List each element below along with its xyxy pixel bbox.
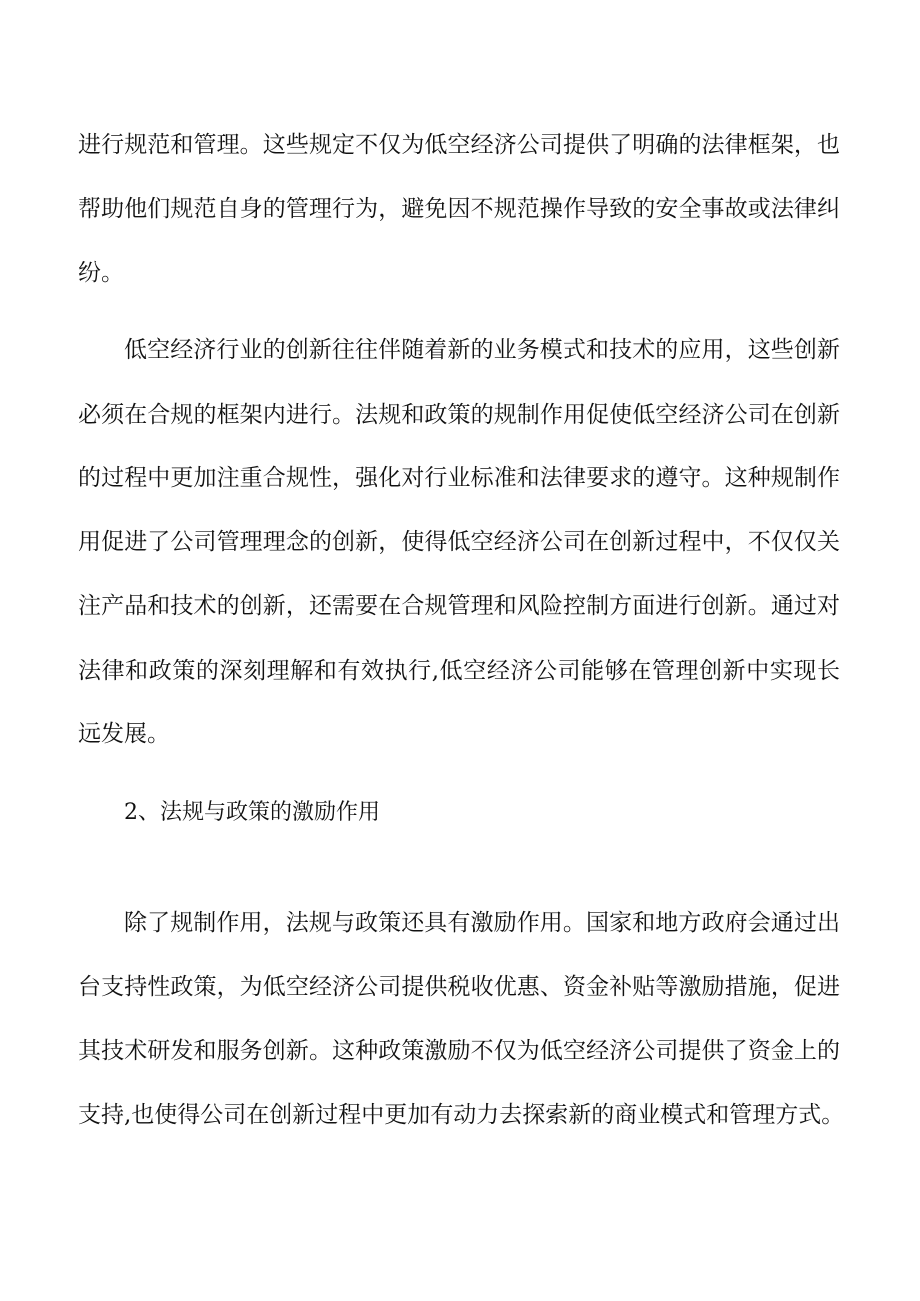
paragraph-line: 纷。 [78,260,124,286]
paragraph-line: 远发展。 [78,721,170,747]
paragraph-line: 必须在合规的框架内进行。法规和政策的规制作用促使低空经济公司在创新 [78,402,840,428]
section-heading: 2、法规与政策的激励作用 [124,800,380,825]
paragraph-line: 除了规制作用，法规与政策还具有激励作用。国家和地方政府会通过出 [124,910,840,936]
paragraph-line: 台支持性政策，为低空经济公司提供税收优惠、资金补贴等激励措施，促进 [78,974,840,1000]
paragraph-line: 低空经济行业的创新往往伴随着新的业务模式和技术的应用，这些创新 [124,337,840,363]
paragraph-line: 支持,也使得公司在创新过程中更加有动力去探索新的商业模式和管理方式。 [78,1102,845,1128]
paragraph-line: 注产品和技术的创新，还需要在合规管理和风险控制方面进行创新。通过对 [78,593,840,619]
paragraph-line: 法律和政策的深刻理解和有效执行,低空经济公司能够在管理创新中实现长 [78,658,840,684]
paragraph-line: 进行规范和管理。这些规定不仅为低空经济公司提供了明确的法律框架，也 [78,132,840,158]
paragraph-line: 的过程中更加注重合规性，强化对行业标准和法律要求的遵守。这种规制作 [78,465,840,491]
paragraph-line: 用促进了公司管理理念的创新，使得低空经济公司在创新过程中，不仅仅关 [78,529,840,555]
paragraph-line: 其技术研发和服务创新。这种政策激励不仅为低空经济公司提供了资金上的 [78,1038,840,1064]
paragraph-line: 帮助他们规范自身的管理行为，避免因不规范操作导致的安全事故或法律纠 [78,196,840,222]
